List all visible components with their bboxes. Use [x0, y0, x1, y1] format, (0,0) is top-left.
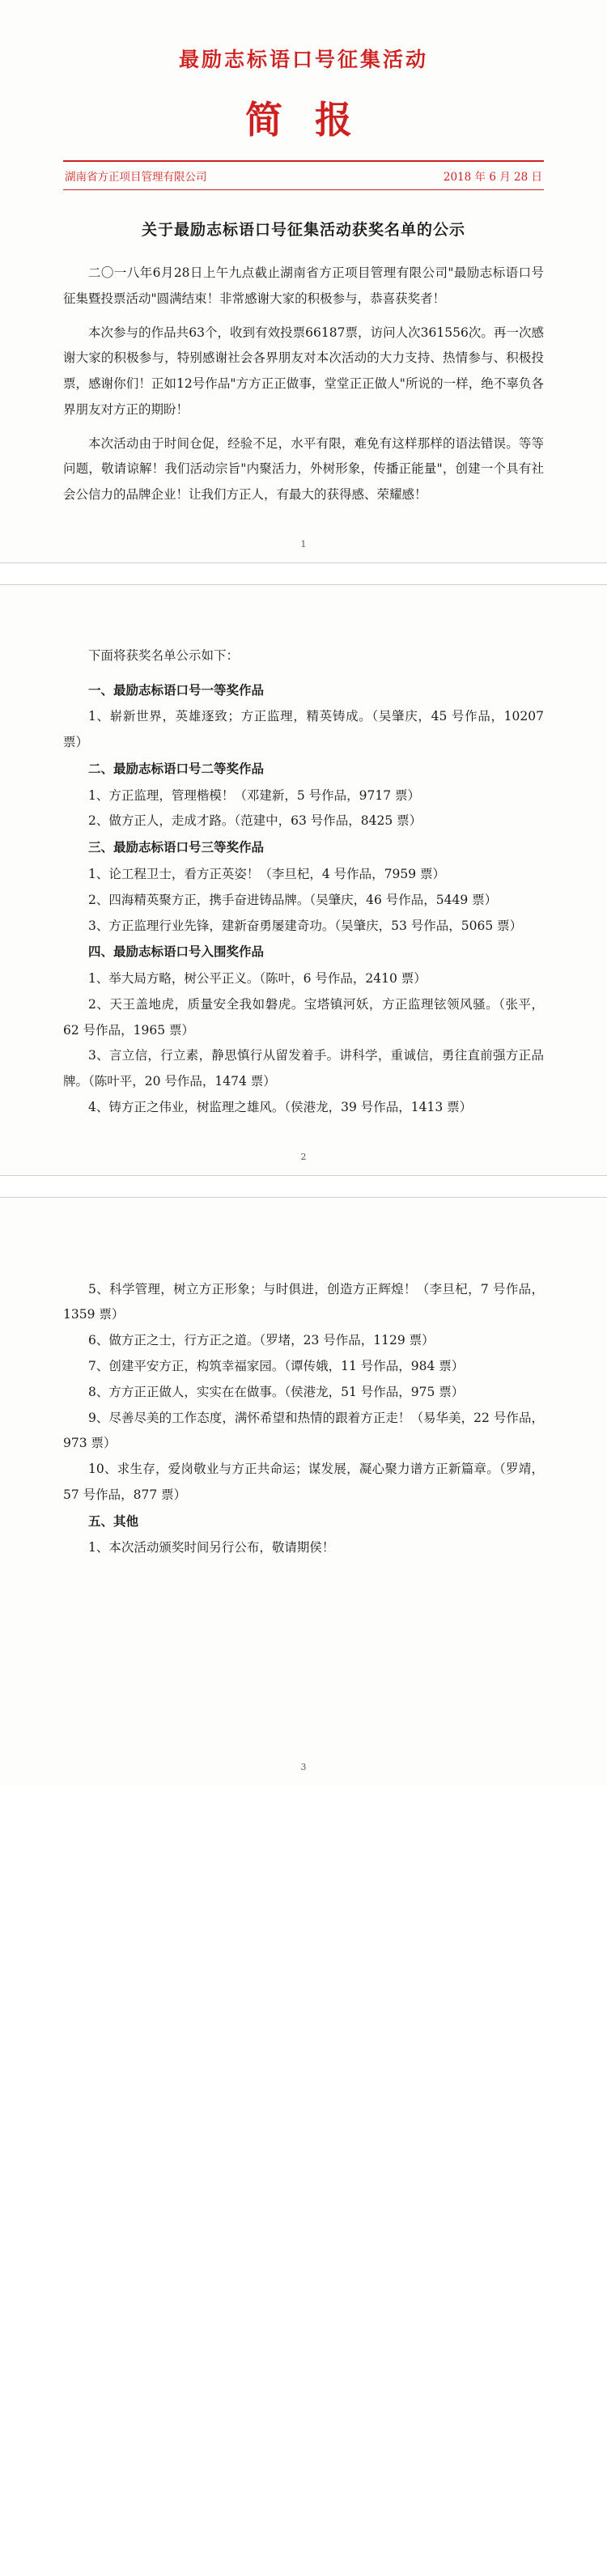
- section-heading-second-prize: 二、最励志标语口号二等奖作品: [88, 760, 265, 776]
- masthead-title: 最励志标语口号征集活动: [178, 48, 428, 71]
- page-number-1: 1: [300, 538, 307, 550]
- award-item: 10、求生存，爱岗敬业与方正共命运；谋发展，凝心聚力谱方正新篇章。（罗靖，57 号作品，877 票）: [63, 1462, 544, 1502]
- section-heading-first-prize: 一、最励志标语口号一等奖作品: [88, 681, 265, 698]
- award-item: 6、做方正之士，行方正之道。（罗堵，23 号作品，1129 票）: [88, 1333, 435, 1348]
- page-3-bottom-space: [63, 1561, 544, 1731]
- award-item: 9、尽善尽美的工作态度，满怀希望和热情的跟着方正走！（易华美，22 号作品，973 票）: [63, 1410, 544, 1451]
- document-page-1: [0, 0, 607, 562]
- document-page-2: [0, 585, 607, 1175]
- award-item: 1、论工程卫士，看方正英姿！（李旦杞，4 号作品，7959 票）: [88, 867, 446, 882]
- award-item: 1、崭新世界，英雄逐致；方正监理，精英铸成。（吴肇庆，45 号作品，10207 票）: [63, 709, 544, 750]
- masthead: [63, 0, 544, 190]
- list-intro: 下面将获奖名单公示如下：: [88, 647, 240, 663]
- masthead-date: 2018 年 6 月 28 日: [443, 171, 542, 184]
- page-number-3: 3: [300, 1762, 307, 1773]
- document-page-3: [0, 1198, 607, 1785]
- page-2-top-margin: [63, 585, 544, 643]
- page-3-top-margin: [63, 1198, 544, 1277]
- page-number-2: 2: [300, 1151, 307, 1162]
- award-item: 2、做方正人，走成才路。（范建中，63 号作品，8425 票）: [88, 813, 422, 829]
- section-heading-other: 五、其他: [88, 1513, 139, 1529]
- award-item: 2、天王盖地虎，质量安全我如磐虎。宝塔镇河妖，方正监理铉领风骚。（张平，62 号作品，1965 票）: [63, 996, 544, 1038]
- award-item: 3、言立信，行立素，静思慎行从留发着手。讲科学，重诚信，勇往直前强方正品牌。（陈叶平，20 号作品，1474 票）: [63, 1048, 544, 1089]
- page-separator-2: [0, 1175, 607, 1198]
- award-item: 8、方方正正做人，实实在在做事。（侯港龙，51 号作品，975 票）: [88, 1384, 465, 1399]
- masthead-main-title: 简 报: [244, 98, 362, 142]
- paragraph-3: 本次活动由于时间仓促，经验不足，水平有限，难免有这样那样的语法错误。等等问题，敬请谅解！我们活动宗旨"内聚活力，外树形象，传播正能量"，创建一个具有社会公信力的品牌企业！让我们方正人，有最大的获得感、荣耀感！: [63, 435, 544, 503]
- masthead-meta: [63, 162, 544, 184]
- masthead-divider-thin: [63, 189, 544, 190]
- page-title: 关于最励志标语口号征集活动获奖名单的公示: [141, 221, 465, 239]
- award-item: 5、科学管理，树立方正形象；与时俱进，创造方正辉煌！（李旦杞，7 号作品，1359 票）: [63, 1281, 544, 1322]
- paragraph-1: 二〇一八年6月28日上午九点截止湖南省方正项目管理有限公司"最励志标语口号征集暨投票活动"圆满结束！非常感谢大家的积极参与，恭喜获奖者！: [63, 265, 544, 306]
- award-item: 2、四海精英聚方正，携手奋进铸品牌。（吴肇庆，46 号作品，5449 票）: [88, 892, 498, 907]
- section-heading-third-prize: 三、最励志标语口号三等奖作品: [88, 839, 265, 855]
- award-item: 7、创建平安方正，构筑幸福家园。（谭传娥，11 号作品，984 票）: [88, 1358, 465, 1373]
- section-heading-shortlist-prize: 四、最励志标语口号入围奖作品: [88, 944, 265, 960]
- award-item: 4、铸方正之伟业，树监理之雄风。（侯港龙，39 号作品，1413 票）: [88, 1099, 473, 1114]
- award-item: 1、举大局方略，树公平正义。（陈叶，6 号作品，2410 票）: [88, 971, 427, 987]
- award-item: 3、方正监理行业先锋，建新奋勇屡建奇功。（吴肇庆，53 号作品，5065 票）: [88, 918, 523, 933]
- award-item: 1、本次活动颁奖时间另行公布，敬请期侯！: [88, 1540, 335, 1555]
- masthead-organization: 湖南省方正项目管理有限公司: [65, 171, 207, 184]
- award-item: 1、方正监理，管理楷模！（邓建新，5 号作品，9717 票）: [88, 787, 421, 803]
- page-separator-1: [0, 562, 607, 585]
- paragraph-2: 本次参与的作品共63个，收到有效投票66187票，访问人次361556次。再一次感谢大家的积极参与，特别感谢社会各界朋友对本次活动的大力支持、热情参与、积极投票，感谢你们！正如12号作品"方方正正做事，堂堂正正做人"所说的一样，绝不辜负各界朋友对方正的期盼！: [63, 325, 544, 417]
